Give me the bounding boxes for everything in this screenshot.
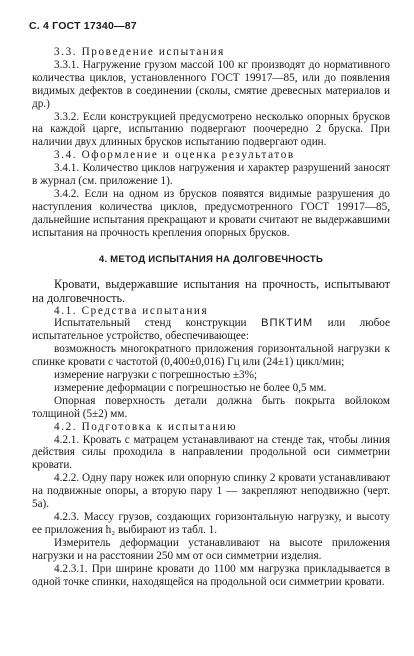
section-4-1-title: 4.1. Средства испытания (54, 304, 209, 317)
paragraph-4-2-1: 4.2.1. Кровать с матрацем устанавливают на стенде так, чтобы линия действия силы проходила в направлении продольной оси симметрии кровати. (32, 433, 390, 472)
paragraph-3-4-1: 3.4.1. Количество циклов нагружения и характер разрушений заносят в журнал (см. приложение 1). (32, 162, 390, 188)
section-4-2-title: 4.2. Подготовка к испытанию (54, 420, 238, 433)
paragraph-3-4-2: 3.4.2. Если на одном из брусков появятся видимые разрушения до наступления количества циклов, предусмотренного ГОСТ 19917—85, дальнейшие испытания прекращают и кровати считают не выдержавшими испытания на прочность крепления опорных брусков. (32, 187, 390, 239)
section-4-title: 4. МЕТОД ИСПЫТАНИЯ НА ДОЛГОВЕЧНОСТЬ (98, 253, 324, 265)
paragraph-4-2-2: 4.2.2. Одну пару ножек или опорную спинку 2 кровати устанавливают на подвижные опоры, а вторую пару 1 — закрепляют неподвижно (черт. 5а). (32, 472, 390, 511)
paragraph-3-3-2: 3.3.2. Если конструкцией предусмотрено несколько опорных брусков на каждой царге, испытанию подвергают поочередно 2 бруска. При наличии двух длинных брусков испытанию подвергают один. (32, 110, 390, 149)
requirement-item-deformation-measure: измерение деформации с погрешностью не более 0,5 мм. (54, 381, 327, 394)
section-3-3-title: 3.3. Проведение испытания (54, 46, 225, 58)
paragraph-4-2-3-1: 4.2.3.1. При ширине кровати до 1100 мм нагрузка прикладывается в одной точке спинки, находящейся на продольной оси симметрии кровати. (32, 562, 390, 588)
paragraph-4-1-stand (32, 317, 390, 343)
page-content (32, 46, 390, 588)
requirement-item-load-frequency: возможность многократного приложения горизонтальной нагрузки к спинке кровати с частотой (0,400±0,016) Гц или (24±1) цикл/мин; (32, 343, 390, 369)
paragraph-support-surface: Опорная поверхность детали должна быть покрыта войлоком толщиной (5±2) мм. (32, 394, 390, 420)
requirement-item-load-measure: измерение нагрузки с погрешностью ±3%; (54, 369, 258, 382)
paragraph-4-2-3: 4.2.3. Массу грузов, создающих горизонтальную нагрузку, и высоту ее приложения h₂ выбирают из табл. 1. (32, 511, 390, 536)
stand-text-a: Испытательный стенд конструкции (54, 317, 261, 330)
paragraph-3-3-1: 3.3.1. Нагружение грузом массой 100 кг производят до нормативного количества циклов, установленного ГОСТ 19917—85, или до появления видимых дефектов в соединении (сколы, смятие древесных материалов и др.) (32, 58, 390, 110)
section-4-intro: Кровати, выдержавшие испытания на прочность, испытывают на долговечность. (32, 276, 390, 305)
section-3-4-title: 3.4. Оформление и оценка результатов (54, 149, 295, 162)
stand-brand: ВПКТИМ (261, 317, 314, 330)
page-header: С. 4 ГОСТ 17340—87 (29, 20, 137, 32)
paragraph-deformation-meter: Измеритель деформации устанавливают на высоте приложения нагрузки и на расстоянии 250 мм от оси симметрии изделия. (32, 536, 390, 562)
stand-text-b: или любое испытательное устройство, обеспечивающее: (32, 317, 390, 343)
